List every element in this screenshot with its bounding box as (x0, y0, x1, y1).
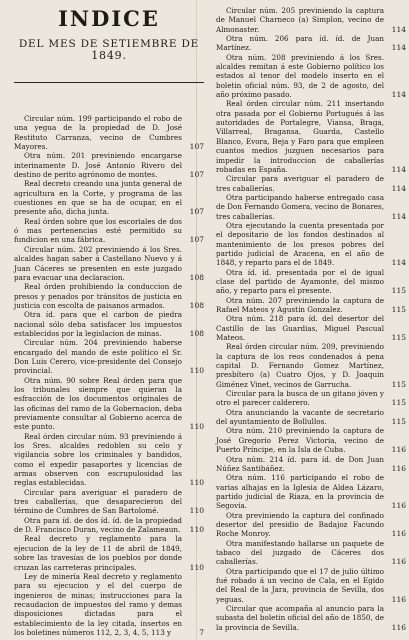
index-entry (14, 488, 204, 516)
entry-text: Circular para averiguar el paradero de tres caballerías. (216, 174, 384, 193)
index-entry (14, 179, 204, 216)
entry-text: Circular para la busca de un gitano jóven y otro el parecer calderero. (216, 389, 384, 408)
entry-text: Otra manifestando hallarse un paquete de tabaco del juzgado de Cáceres dos caballerías. (216, 538, 384, 567)
entry-page-number: 116 (391, 622, 406, 632)
index-entry (216, 389, 406, 408)
index-entry (216, 511, 406, 539)
index-entry (216, 539, 406, 567)
index-entry (216, 268, 406, 296)
entry-page-number: 110 (189, 506, 204, 516)
entry-page-number: 116 (391, 463, 406, 473)
entry-text: Otra ejecutando la cuenta presentada por el depositario de los fondos destinados al mantenimiento de los presos pobres del partido judicial de Aracena, en el año de 1848, y reparto para el de 1849. (216, 220, 384, 268)
index-entry (14, 217, 204, 245)
columns (14, 6, 406, 640)
index-entry (14, 151, 204, 179)
index-entry (216, 408, 406, 427)
entry-page-number: 115 (391, 417, 406, 427)
index-title: INDICE (58, 6, 160, 31)
index-entry (14, 310, 204, 338)
index-entry (216, 567, 406, 604)
entry-page-number: 115 (391, 333, 406, 343)
entry-page-number: 114 (391, 43, 406, 53)
entry-page-number: 114 (391, 90, 406, 100)
subtitle-year: 1849. (91, 49, 127, 62)
index-entry (216, 426, 406, 454)
entry-text: Otra núm. 210 previniendo la captura de José Gregorio Perez Victoria, vecino de Puerto Príncipe, en la Isla de Cuba. (216, 426, 384, 455)
entry-page-number: 107 (189, 207, 204, 217)
entry-text: Otra núm. 90 sobre Real órden para que los tribunales siempre que quieran la esfracción de los documentos originales de las oficinas del ramo de la Gobernacion, deba previamente consultar al Gobierno acerca de este punto. (14, 375, 182, 432)
entry-text: Circular que acompaña al anuncio para la subasta del boletin oficial del año de 1850, de la provincia de Sevilla. (216, 604, 384, 632)
entry-page-number: 114 (391, 258, 406, 268)
entry-text: Real decreto creando una junta general de agricultura en la Corte, y programa de las cuestiones en que se ha de ocupar, en el presente año, dicha junta. (14, 179, 182, 217)
entry-text: Otra participando que el 17 de julio último fué robado á un vecino de Cala, en el Egido del Real de la Jara, provincia de Sevilla, dos yeguas. (216, 566, 384, 604)
index-entry (14, 282, 204, 310)
entry-page-number: 110 (189, 422, 204, 432)
entry-text: Circular núm. 199 participando el robo de una yegua de la propiedad de D. José Restituto Carranza, vecino de Cumbres Mayores. (14, 114, 182, 152)
entry-page-number: 116 (391, 501, 406, 511)
index-entry (216, 296, 406, 315)
entry-text: Otra previniendo la captura del confinado desertor del presidio de Badajoz Facundo Roche Monroy. (216, 510, 384, 539)
index-entry (216, 6, 406, 34)
entry-text: Otra anunciando la vacante de secretario del ayuntamiento de Bollullos. (216, 407, 384, 427)
index-entry (216, 34, 406, 53)
subtitle-text: DEL MES DE SETIEMBRE DE (18, 38, 200, 50)
entry-page-number: 114 (391, 183, 406, 193)
entry-text: Ley de minería Real decreto y reglamento para su ejecucion y el del cuerpo de ingenieros de minas; instrucciones para la recaudacion de impuestos del ramo y demas disposiciones dictadas para el establecimiento de la ley citada, insertos en los boletines números 112, 2, 3, 4, 5, 113 y (14, 571, 182, 637)
header (14, 6, 204, 83)
index-entry (14, 534, 204, 571)
index-entry (14, 432, 204, 488)
entry-page-number: 108 (189, 272, 204, 282)
entry-text: Real órden circular núm. 211 insertando otra pasada por el Gobierno Portugués á las autoridades de Portalegre, Viansa, Braga, Villarreal, Bragansa, Guarda, Castello Blanco, Evora, Beja y Faro para que empleen cuantos medios juzguen necesarios para impedir la introduccion de caballerías robadas en España. (216, 99, 384, 174)
entry-page-number: 114 (391, 211, 406, 221)
entry-text: Circular núm. 202 previniendo á los Sres. alcaldes hagan saber á Castellano Nuevo y á Juan Cáceres se presenten en este juzgado para evacuar una declaracion. (14, 244, 182, 282)
entry-text: Otra núm. 208 previniendo á los Sres. alcaldes remitan á este Gobierno político los estados al tenor del modelo inserto en el boletin oficial núm. 93, de 2 de agosto, del año próximo pasado. (216, 52, 384, 100)
index-entry (216, 193, 406, 221)
entry-text: Real órden prohibiendo la conduccion de presos y penados por tránsitos de justicia en justicia con escolta de paisanos armados. (14, 282, 182, 310)
entry-text: Otra núm. 116 participando el robo de varias alhajas en la Iglesia de Aldea Lázaro, partido judicial de Riaza, en la provincia de Segovia. (216, 473, 384, 511)
entry-text: Real órden sobre que los escoriales de dos ó mas pertenencias esté permitido su fundicion en una fábrica. (14, 216, 182, 245)
entry-text: Otra núm. 207 previniendo la captura de Rafael Mateos y Agustín Gonzalez. (216, 295, 384, 314)
index-entry (216, 455, 406, 474)
entry-page-number: 107 (189, 170, 204, 180)
index-entry (14, 338, 204, 375)
index-entry (14, 245, 204, 282)
index-entry (216, 99, 406, 174)
index-entry (216, 174, 406, 193)
entry-text: Otra núm. 201 previniendo encargarse interinamente D. José Antonio Rivero del destino de perito agrónomo de montes. (14, 151, 182, 180)
index-entry (14, 572, 204, 637)
entry-text: Circular para averiguar el paradero de tres caballerías, que desaparecieron del término de Cumbres de San Bartolomé. (14, 487, 182, 516)
entry-text: Otra núm. 214 íd. para íd. de Don Juan Núñez Santibáñez. (216, 454, 384, 473)
entry-text: Otra participando haberse entregado casa de Don Fernando Gomera, vecino de Bonares, tres caballerías. (216, 192, 384, 221)
index-entry (14, 114, 204, 151)
entry-text: Otra íd. íd. presentada por el de igual clase del partido de Ayamonte, del mismo año, y reparto para el presente. (216, 267, 384, 296)
entry-page-number: 115 (391, 286, 406, 296)
right-column (216, 6, 406, 632)
index-entry (216, 342, 406, 389)
index-entry (216, 604, 406, 632)
entry-page-number: 115 (391, 398, 406, 408)
entry-text: Circular núm. 205 previniendo la captura de Manuel Charneco (a) Simplon, vecino de Almonaster. (216, 6, 384, 34)
entry-page-number: 107 (189, 142, 204, 152)
entry-page-number: 116 (391, 557, 406, 567)
index-entry (216, 314, 406, 342)
entry-page-number: 110 (189, 366, 204, 376)
index-entry (14, 516, 204, 535)
entry-page-number: 114 (391, 24, 406, 34)
entry-page-number: 108 (189, 300, 204, 310)
index-entry (216, 221, 406, 268)
entry-text: Real decreto y reglamento para la ejecucion de la ley de 11 de abril de 1849, sobre las travesías de los pueblos por donde cruzan las carreteras principales. (14, 534, 182, 572)
index-subtitle (14, 38, 204, 62)
entry-page-number: 110 (189, 525, 204, 535)
entry-page-number: 115 (391, 379, 406, 389)
entry-text: Circular núm. 204 previniendo haberse encargado del mando de este político el Sr. Don Luis Cerero, vice-presidente del Consejo provincial. (14, 338, 182, 376)
entry-page-number: 116 (391, 594, 406, 604)
entry-page-number: 115 (391, 305, 406, 314)
entry-text: Otra núm. 218 para íd. del desertor del Castillo de las Guardias, Miguel Pascual Mateos. (216, 314, 384, 343)
title-rule (14, 82, 204, 83)
index-entry (14, 376, 204, 432)
entry-page-number: 114 (391, 164, 406, 174)
entry-page-number: 116 (391, 529, 406, 539)
index-entry (216, 53, 406, 100)
entry-text: Otra íd. para que el carbon de piedra nacional sólo deba satisfacer los impuestos establecidos por la legislacion de minas. (14, 310, 182, 338)
entry-text: Real órden circular núm. 93 previniendo á los Sres. alcaldes redoblen su celo y vigilancia sobre los criminales y bandidos, como el expedir pasaportes y licencias de armas observen con escrupulosidad las reglas establecidas. (14, 431, 182, 488)
entry-page-number: 108 (189, 328, 204, 338)
entry-page-number: 7 (199, 627, 204, 637)
entry-page-number: 110 (189, 562, 204, 572)
entry-text: Real órden circular núm. 209, previniendo la captura de los reos condenados á pena capital D. Fernando Gomez Martínez, presbítero (a) Cuatro Ojos, y D. Joaquin Giménez Vinet, vecinos de Garrucha. (216, 342, 384, 389)
entry-text: Otra núm. 206 para íd. íd. de Juan Martínez. (216, 34, 384, 53)
entry-page-number: 116 (391, 445, 406, 455)
index-entry (216, 473, 406, 510)
left-column (14, 114, 204, 637)
entry-page-number: 107 (189, 235, 204, 245)
entry-page-number: 110 (189, 478, 204, 488)
entry-text: Otra para íd. de dos íd. íd. de la propiedad de D. Francisco Duran, vecino de Zalameaun. (14, 515, 182, 535)
